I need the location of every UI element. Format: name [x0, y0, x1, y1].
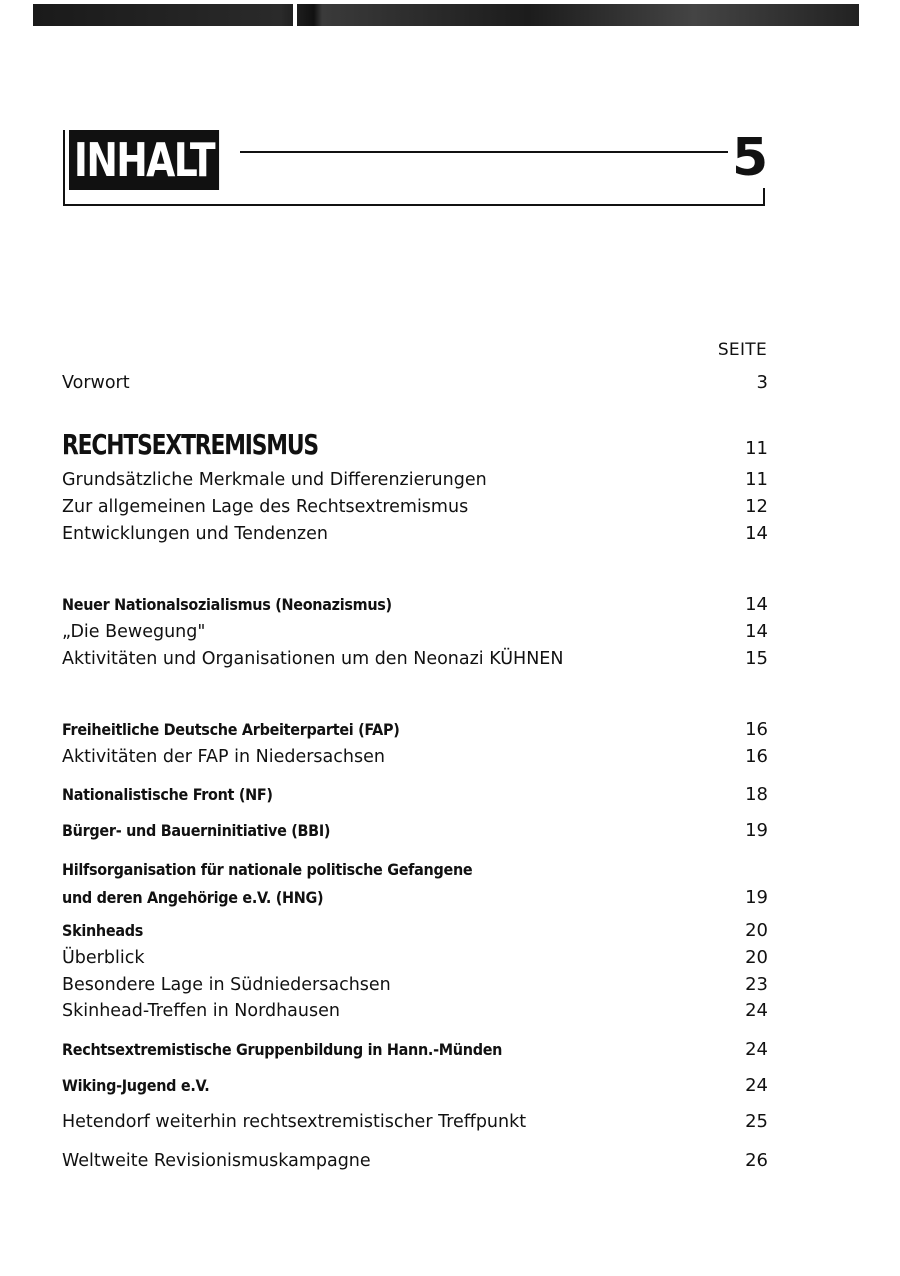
- page-title: INHALT: [69, 130, 219, 190]
- toc-entry[interactable]: [62, 469, 768, 490]
- toc-entry-page: 15: [745, 648, 768, 669]
- toc-entry[interactable]: [62, 947, 768, 968]
- toc-entry-page: 11: [745, 438, 768, 459]
- toc-entry-title: Neuer Nationalsozialismus (Neonazismus): [62, 595, 392, 614]
- toc-entry-page: 19: [745, 820, 768, 841]
- toc-entry[interactable]: [62, 1075, 768, 1096]
- toc-entry[interactable]: [62, 856, 768, 912]
- toc-entry-page: 14: [745, 621, 768, 642]
- toc-entry-title: Wiking-Jugend e.V.: [62, 1076, 210, 1095]
- toc-entry-page: 12: [745, 496, 768, 517]
- toc-entry-page: 14: [745, 523, 768, 544]
- toc-entry-page: 23: [745, 974, 768, 995]
- toc-entry-page: 20: [745, 920, 768, 941]
- toc-entry-title: Zur allgemeinen Lage des Rechtsextremismus: [62, 497, 469, 517]
- toc-entry-page: 18: [745, 784, 768, 805]
- toc-section-heading[interactable]: [62, 428, 768, 461]
- toc-entry-page: 14: [745, 594, 768, 615]
- header-rule: [240, 151, 752, 153]
- toc-entry[interactable]: [62, 974, 768, 995]
- toc-entry-title: Weltweite Revisionismuskampagne: [62, 1151, 371, 1171]
- toc-entry-title: Skinheads: [62, 921, 144, 940]
- toc-entry-page: 24: [745, 1000, 768, 1021]
- page-column-label: SEITE: [717, 340, 767, 360]
- toc-entry[interactable]: [62, 784, 768, 805]
- toc-entry[interactable]: [62, 496, 768, 517]
- toc-entry-title: Überblick: [62, 948, 145, 968]
- toc-entry-page: 24: [745, 1039, 768, 1060]
- toc-entry[interactable]: [62, 648, 768, 669]
- toc-entry[interactable]: [62, 1039, 768, 1060]
- toc-entry[interactable]: [62, 1111, 768, 1132]
- toc-entry-page: 20: [745, 947, 768, 968]
- toc-entry-page: 25: [745, 1111, 768, 1132]
- toc-entry-title: Grundsätzliche Merkmale und Differenzierungen: [62, 470, 487, 490]
- toc-entry-page: 16: [745, 719, 768, 740]
- toc-entry-title: Hetendorf weiterhin rechtsextremistischer Treffpunkt: [62, 1112, 527, 1132]
- toc-entry-page: 26: [745, 1150, 768, 1171]
- toc-entry[interactable]: [62, 820, 768, 841]
- toc-entry-title: Vorwort: [62, 373, 130, 393]
- toc-entry-title: „Die Bewegung": [62, 622, 206, 642]
- toc-entry-title: Rechtsextremistische Gruppenbildung in Hann.-Münden: [62, 1040, 503, 1059]
- toc-entry-page: 11: [745, 469, 768, 490]
- toc-entry-title: Besondere Lage in Südniedersachsen: [62, 975, 391, 995]
- toc-entry-title: Nationalistische Front (NF): [62, 785, 273, 804]
- toc-entry-page: 16: [745, 746, 768, 767]
- scan-artifact-bar: [33, 4, 859, 26]
- toc-entry-page: 19: [745, 887, 768, 908]
- toc-entry-title: Entwicklungen und Tendenzen: [62, 524, 328, 544]
- toc-entry[interactable]: [62, 1150, 768, 1171]
- toc-entry[interactable]: [62, 920, 768, 941]
- toc-entry-page: 3: [756, 372, 768, 393]
- toc-entry-title: RECHTSEXTREMISMUS: [62, 428, 318, 461]
- toc-entry[interactable]: [62, 621, 768, 642]
- toc-entry-page: 24: [745, 1075, 768, 1096]
- toc-entry[interactable]: [62, 523, 768, 544]
- toc-entry[interactable]: [62, 719, 768, 740]
- toc-entry-title: Aktivitäten und Organisationen um den Neonazi KÜHNEN: [62, 649, 564, 669]
- page-number: 5: [728, 128, 772, 188]
- toc-entry[interactable]: [62, 372, 768, 393]
- toc-entry-title: Bürger- und Bauerninitiative (BBI): [62, 821, 331, 840]
- toc-entry[interactable]: [62, 1000, 768, 1021]
- toc-entry-title: Aktivitäten der FAP in Niedersachsen: [62, 747, 385, 767]
- toc-entry-title: Skinhead-Treffen in Nordhausen: [62, 1001, 340, 1021]
- toc-entry[interactable]: [62, 746, 768, 767]
- toc-entry[interactable]: [62, 594, 768, 615]
- toc-entry-title: Hilfsorganisation für nationale politische Gefangene und deren Angehörige e.V. (HNG): [62, 860, 473, 907]
- toc-entry-title: Freiheitliche Deutsche Arbeiterpartei (FAP): [62, 720, 400, 739]
